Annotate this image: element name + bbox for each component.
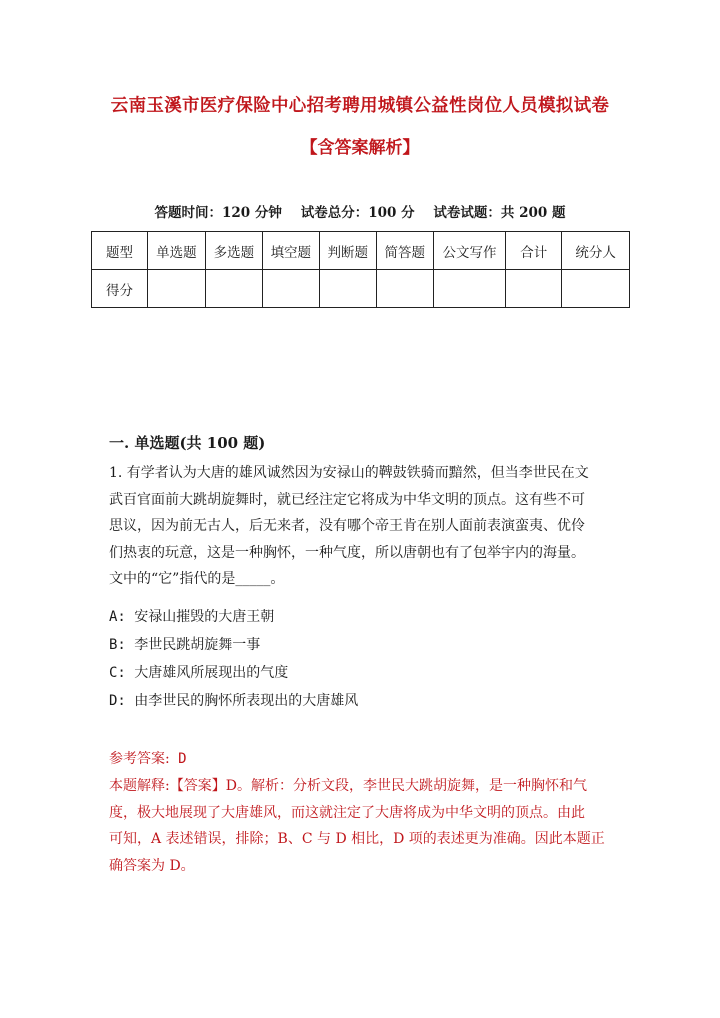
col-short-answer: 简答题 [376, 232, 433, 270]
option-text: 李世民跳胡旋舞一事 [134, 637, 261, 653]
col-official-writing: 公文写作 [433, 232, 506, 270]
question-line: 1. 有学者认为大唐的雄风诚然因为安禄山的鞞鼓铁骑而黯然，但当李世民在文 [109, 465, 589, 481]
col-scorer: 统分人 [562, 232, 630, 270]
exam-meta: 答题时间：120 分钟 试卷总分：100 分 试卷试题：共 200 题 [154, 205, 566, 221]
col-total: 合计 [506, 232, 562, 270]
question-line: 们热衷的玩意，这是一种胸怀，一种气度，所以唐朝也有了包举宇内的海量。 [109, 544, 585, 561]
col-type: 题型 [92, 232, 148, 270]
question-line: 思议，因为前无古人，后无来者，没有哪个帝王肯在别人面前表演蛮夷、优伶 [109, 518, 585, 534]
score-cell [562, 270, 630, 308]
question-line: 文中的“它”指代的是_____。 [109, 571, 285, 587]
option-text: 由李世民的胸怀所表现出的大唐雄风 [134, 693, 359, 709]
analysis-line: 可知，A 表述错误，排除；B、C 与 D 相比，D 项的表述更为准确。因此本题正 [109, 831, 605, 847]
section-title: 一. 单选题(共 100 题) [109, 434, 266, 452]
option-text: 安禄山摧毁的大唐王朝 [134, 609, 275, 625]
score-table-header-row [92, 232, 630, 270]
col-fill-blank: 填空题 [262, 232, 319, 270]
score-table [91, 231, 630, 308]
option-b [109, 634, 260, 654]
document-title: 云南玉溪市医疗保险中心招考聘用城镇公益性岗位人员模拟试卷 [110, 96, 610, 116]
option-key: D: [109, 693, 126, 709]
score-row-label: 得分 [92, 270, 148, 308]
answer-label: 参考答案: [109, 751, 170, 767]
col-multi-choice: 多选题 [205, 232, 262, 270]
answer-value: D [178, 751, 187, 767]
score-cell [506, 270, 562, 308]
score-cell [319, 270, 376, 308]
score-cell [205, 270, 262, 308]
answer-analysis [109, 773, 609, 879]
option-key: A: [109, 609, 126, 625]
score-cell [147, 270, 205, 308]
analysis-line: 度，极大地展现了大唐雄风，而这就注定了大唐将成为中华文明的顶点。由此 [109, 804, 585, 821]
col-single-choice: 单选题 [147, 232, 205, 270]
score-cell [376, 270, 433, 308]
analysis-line: 本题解释:【答案】D。解析：分析文段，李世民大跳胡旋舞，是一种胸怀和气 [109, 778, 587, 794]
reference-answer [109, 748, 187, 768]
option-d [109, 690, 358, 710]
option-text: 大唐雄风所展现出的气度 [134, 665, 289, 681]
question-line: 武百官面前大跳胡旋舞时，就已经注定它将成为中华文明的顶点。这有些不可 [109, 491, 585, 508]
option-a [109, 606, 274, 626]
score-cell [262, 270, 319, 308]
option-c [109, 662, 288, 682]
col-true-false: 判断题 [319, 232, 376, 270]
score-table-score-row [92, 270, 630, 308]
document-subtitle: 【含答案解析】 [300, 138, 420, 158]
score-cell [433, 270, 506, 308]
option-key: B: [109, 637, 126, 653]
question-stem [109, 460, 609, 593]
analysis-line: 确答案为 D。 [109, 857, 195, 874]
option-key: C: [109, 665, 126, 681]
